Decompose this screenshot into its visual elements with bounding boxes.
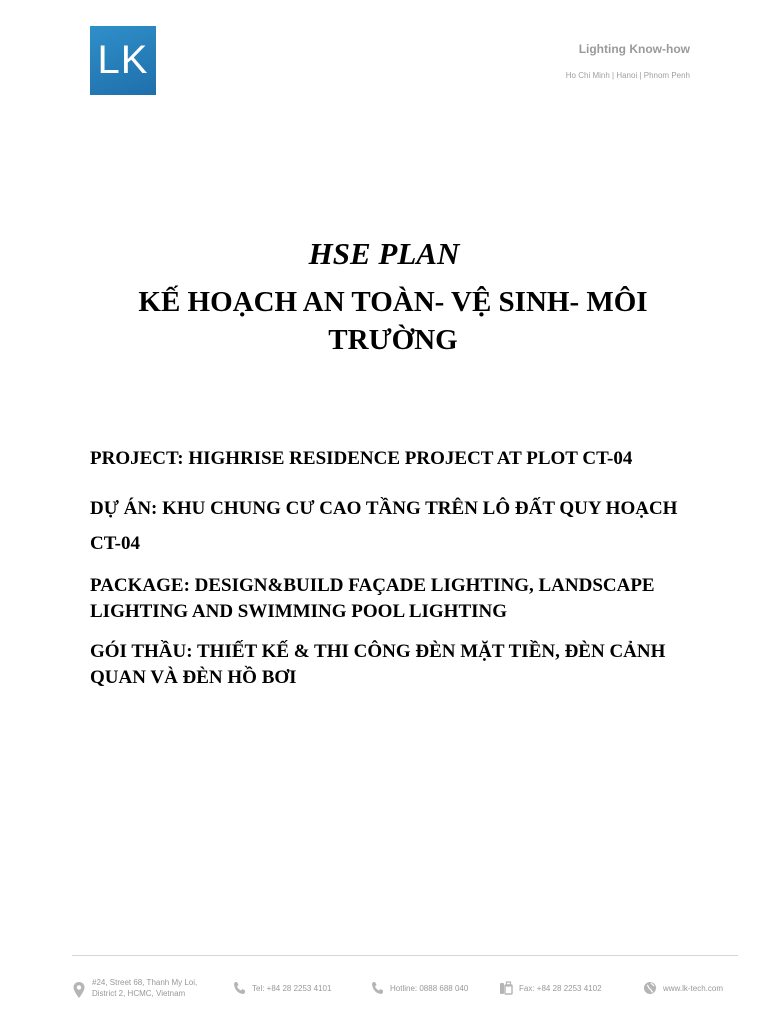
fax-number: Fax: +84 28 2253 4102 [519, 983, 602, 993]
office-cities: Ho Chi Minh | Hanoi | Phnom Penh [565, 71, 690, 80]
hotline-number: Hotline: 0888 688 040 [390, 983, 469, 993]
footer-divider [72, 955, 738, 956]
footer-address [72, 977, 197, 999]
address-line-1: #24, Street 68, Thanh My Loi, [92, 978, 198, 987]
package-name-english: PACKAGE: DESIGN&BUILD FAÇADE LIGHTING, LANDSCAPE LIGHTING AND SWIMMING POOL LIGHTING [90, 575, 655, 622]
logo-text: LK [97, 38, 149, 82]
address-line-2: District 2, HCMC, Vietnam [92, 989, 186, 998]
footer-website [643, 981, 723, 995]
package-name-vietnamese: GÓI THẦU: THIẾT KẾ & THI CÔNG ĐÈN MẶT TIỀN, ĐÈN CẢNH QUAN VÀ ĐÈN HỒ BƠI [90, 641, 666, 688]
phone-icon [232, 981, 246, 995]
company-logo [90, 26, 156, 95]
project-name-vietnamese: DỰ ÁN: KHU CHUNG CƯ CAO TẦNG TRÊN LÔ ĐẤT QUY HOẠCH CT-04 [90, 498, 678, 554]
globe-icon [643, 981, 657, 995]
project-name-english: PROJECT: HIGHRISE RESIDENCE PROJECT AT PLOT CT-04 [90, 448, 633, 469]
website-url: www.lk-tech.com [663, 983, 724, 993]
footer-tel [232, 981, 331, 995]
footer-hotline [370, 981, 468, 995]
document-title-vietnamese: KẾ HOẠCH AN TOÀN- VỆ SINH- MÔI TRƯỜNG [138, 286, 648, 356]
document-title-english: HSE PLAN [308, 236, 460, 271]
tel-number: Tel: +84 28 2253 4101 [252, 983, 332, 993]
company-tagline: Lighting Know-how [578, 42, 690, 56]
phone-icon [370, 981, 384, 995]
location-pin-icon [72, 981, 86, 995]
fax-icon [499, 981, 513, 995]
page-footer [0, 975, 768, 1005]
footer-fax [499, 981, 602, 995]
